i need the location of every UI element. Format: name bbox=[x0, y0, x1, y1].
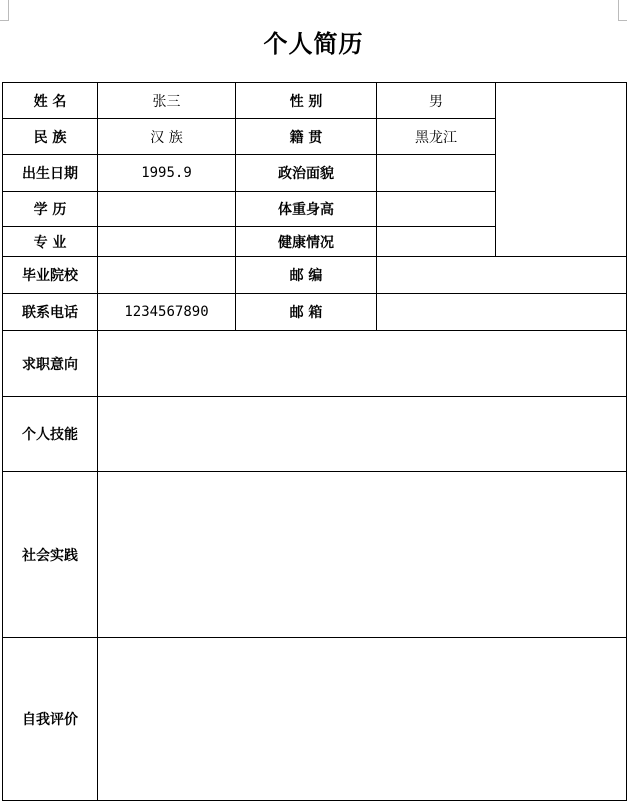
major-value[interactable] bbox=[98, 227, 236, 257]
gender-value[interactable]: 男 bbox=[377, 83, 496, 119]
birth-value[interactable]: 1995.9 bbox=[98, 155, 236, 192]
crop-mark-top-right bbox=[618, 0, 627, 21]
education-label: 学 历 bbox=[3, 192, 98, 227]
major-label: 专 业 bbox=[3, 227, 98, 257]
political-value[interactable] bbox=[377, 155, 496, 192]
practice-label: 社会实践 bbox=[3, 472, 98, 638]
name-value[interactable]: 张三 bbox=[98, 83, 236, 119]
health-value[interactable] bbox=[377, 227, 496, 257]
objective-label: 求职意向 bbox=[3, 331, 98, 397]
body-label: 体重身高 bbox=[236, 192, 377, 227]
skills-label: 个人技能 bbox=[3, 397, 98, 472]
self-eval-label: 自我评价 bbox=[3, 638, 98, 801]
email-value[interactable] bbox=[377, 294, 627, 331]
ethnicity-label: 民 族 bbox=[3, 119, 98, 155]
hometown-label: 籍 贯 bbox=[236, 119, 377, 155]
page-title: 个人简历 bbox=[263, 29, 364, 58]
zip-label: 邮 编 bbox=[236, 257, 377, 294]
education-value[interactable] bbox=[98, 192, 236, 227]
zip-value[interactable] bbox=[377, 257, 627, 294]
health-label: 健康情况 bbox=[236, 227, 377, 257]
hometown-value[interactable]: 黑龙江 bbox=[377, 119, 496, 155]
gender-label: 性 别 bbox=[236, 83, 377, 119]
phone-label: 联系电话 bbox=[3, 294, 98, 331]
school-label: 毕业院校 bbox=[3, 257, 98, 294]
birth-label: 出生日期 bbox=[3, 155, 98, 192]
body-value[interactable] bbox=[377, 192, 496, 227]
skills-content[interactable] bbox=[98, 397, 627, 472]
self-eval-content[interactable] bbox=[98, 638, 627, 801]
practice-content[interactable] bbox=[98, 472, 627, 638]
photo-cell[interactable] bbox=[496, 83, 627, 257]
objective-content[interactable] bbox=[98, 331, 627, 397]
name-label: 姓 名 bbox=[3, 83, 98, 119]
political-label: 政治面貌 bbox=[236, 155, 377, 192]
crop-mark-top-left bbox=[0, 0, 9, 21]
school-value[interactable] bbox=[98, 257, 236, 294]
phone-value[interactable]: 1234567890 bbox=[98, 294, 236, 331]
ethnicity-value[interactable]: 汉 族 bbox=[98, 119, 236, 155]
resume-table bbox=[2, 82, 627, 801]
email-label: 邮 箱 bbox=[236, 294, 377, 331]
